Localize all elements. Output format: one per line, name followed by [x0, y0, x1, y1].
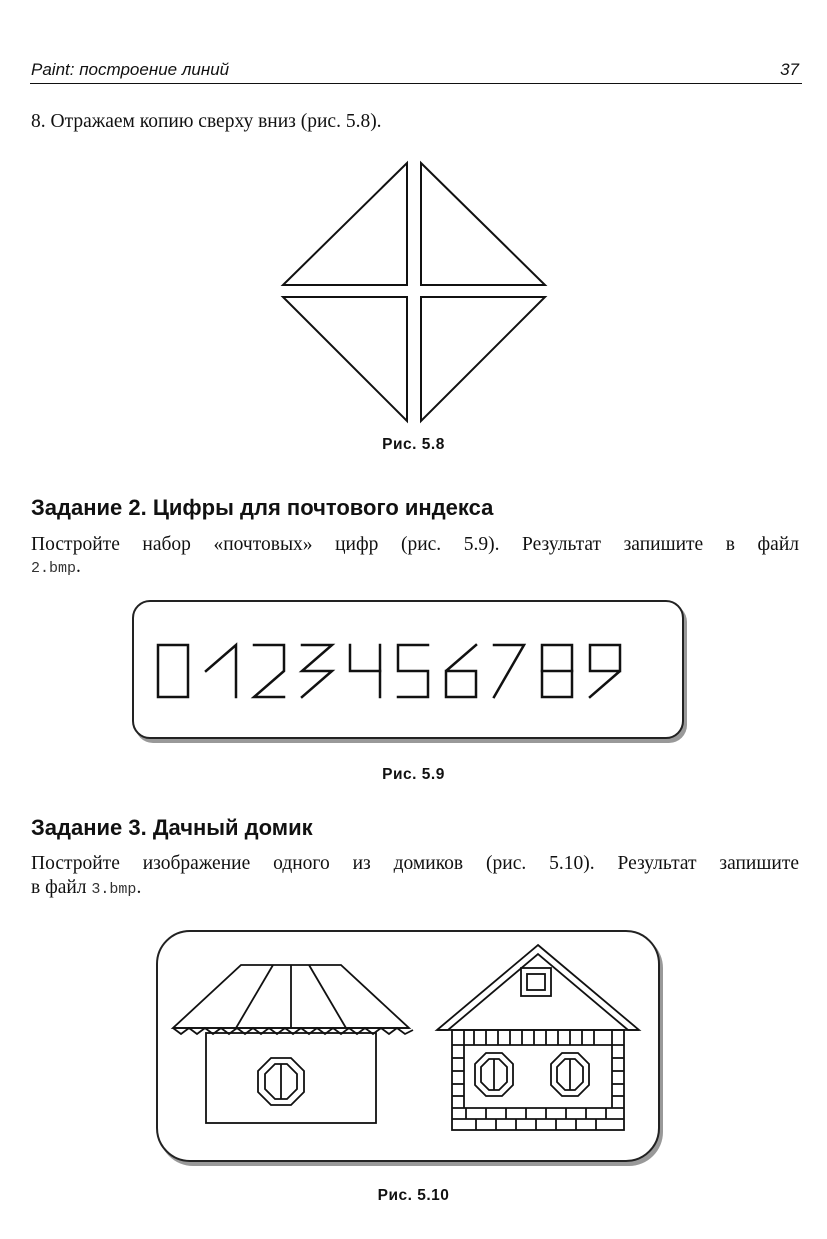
figure-5-9-postal-digits — [132, 600, 684, 740]
task-2-filename: 2.bmp — [31, 560, 77, 577]
task-2-filename-line — [31, 555, 81, 581]
task-3-prefix: в файл — [31, 877, 92, 898]
task-3-period: . — [136, 877, 142, 898]
digit-1 — [206, 645, 236, 697]
figure-5-8-caption: Рис. 5.8 — [382, 436, 445, 453]
digit-7 — [494, 645, 524, 697]
step-8-text: 8. Отражаем копию сверху вниз (рис. 5.8). — [31, 111, 382, 132]
figure-5-8-diamond — [275, 155, 555, 430]
digit-5 — [398, 645, 428, 697]
house-1 — [173, 965, 413, 1123]
digit-0 — [158, 645, 188, 697]
task-3-filename: 3.bmp — [91, 881, 137, 898]
digit-2 — [254, 645, 284, 697]
figure-5-10-caption: Рис. 5.10 — [377, 1187, 450, 1204]
header-rule — [30, 83, 802, 84]
task-2-text: Постройте набор «почтовых» цифр (рис. 5.9). Результат запишите в файл — [31, 534, 799, 555]
task-2-heading: Задание 2. Цифры для почтового индекса — [31, 495, 494, 520]
digit-9 — [590, 645, 620, 697]
task-2-period: . — [76, 556, 81, 577]
digit-6 — [446, 645, 476, 697]
digit-3 — [302, 645, 332, 697]
figure-5-9-caption: Рис. 5.9 — [382, 766, 445, 783]
figure-5-10-houses — [156, 930, 660, 1164]
house-2 — [437, 945, 639, 1130]
running-header-title: Paint: построение линий — [31, 60, 230, 79]
page-number: 37 — [780, 60, 799, 79]
digit-4a — [350, 645, 380, 671]
task-3-text: Постройте изображение одного из домиков (рис. 5.10). Результат запишите — [31, 853, 799, 874]
task-3-heading: Задание 3. Дачный домик — [31, 815, 313, 840]
task-3-filename-line — [31, 876, 141, 902]
